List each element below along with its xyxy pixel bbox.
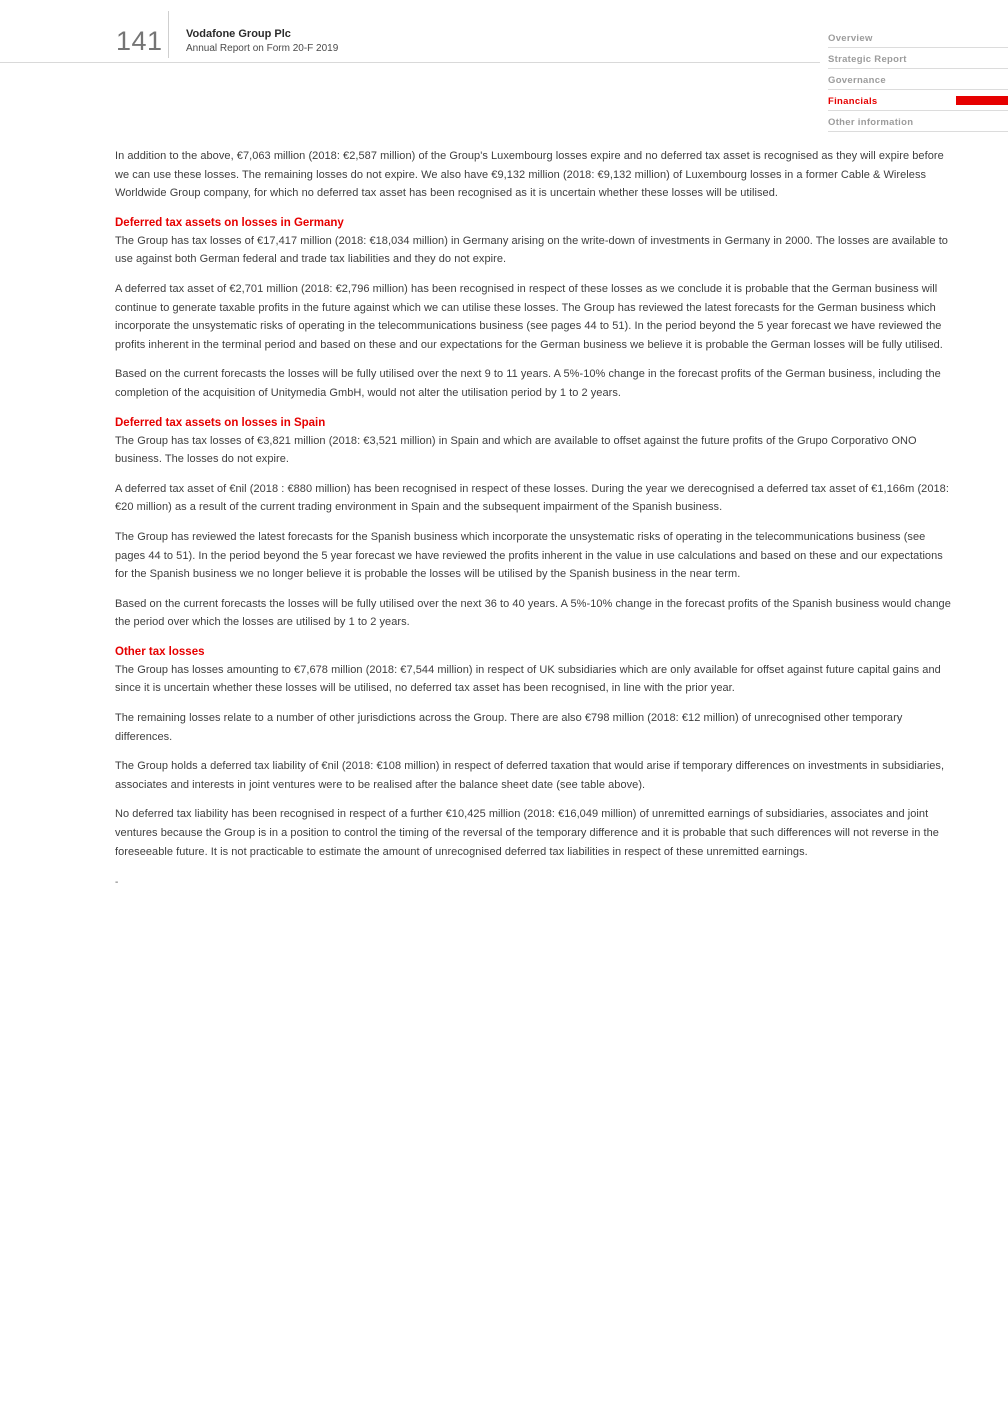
section-nav [828, 27, 1008, 132]
paragraph: The remaining losses relate to a number of other jurisdictions across the Group. There are also €798 million (2018: €12 million) of unrecognised other temporary differences. [115, 712, 903, 743]
section-heading-other-tax-losses: Other tax losses [115, 645, 205, 658]
paragraph: Based on the current forecasts the losses will be fully utilised over the next 9 to 11 years. A 5%-10% change in the forecast profits of the German business, including the completion of the acquisition of Unitymedia GmbH, would not alter the utilisation period by 1 to 2 years. [115, 368, 941, 399]
nav-item-label: Financials [828, 96, 878, 107]
paragraph: A deferred tax asset of €nil (2018 : €880 million) has been recognised in respect of these losses. During the year we derecognised a deferred tax asset of €1,166m (2018: €20 million) as a result of the current trading environment in Spain and the subsequent impairment of the Spanish business. [115, 482, 949, 514]
paragraph: The Group has tax losses of €3,821 million (2018: €3,521 million) in Spain and which are available to offset against the future profits of the Grupo Corporativo ONO business. The losses do not expire. [115, 434, 917, 466]
paragraph: The Group has reviewed the latest forecasts for the Spanish business which incorporate the unsystematic risks of operating in the telecommunications business (see pages 44 to 51). In the period beyond the 5 year forecast we have reviewed the profits inherent in the value in use calculations and based on these and our expectations for the Spanish business we no longer believe it is probable the losses will be utilised by the Spanish business in the near term. [115, 530, 943, 581]
page-number: 141 [116, 26, 163, 56]
nav-item-strategic-report[interactable] [828, 48, 1008, 69]
footnote-dash: - [115, 877, 119, 889]
company-name: Vodafone Group Plc [186, 28, 291, 40]
nav-item-governance[interactable] [828, 69, 1008, 90]
paragraph: The Group has losses amounting to €7,678 million (2018: €7,544 million) in respect of UK subsidiaries which are only available for offset against future capital gains and since it is uncertain whether these losses will be utilised, no deferred tax asset has been recognised, in line with the prior year. [115, 663, 941, 695]
header-divider [168, 11, 169, 58]
paragraph: A deferred tax asset of €2,701 million (2018: €2,796 million) has been recognised in respect of these losses as we conclude it is probable that the German business will continue to generate taxable profits in the future against which we can utilise these losses. The Group has reviewed the latest forecasts for the German business which incorporate the unsystematic risks of operating in the telecommunications business (see pages 44 to 51). In the period beyond the 5 year forecast we have reviewed the profits inherent in the terminal period and based on these and our expectations for the German business we believe it is probable the German losses will be fully utilised. [115, 282, 943, 351]
nav-item-label: Other information [828, 117, 914, 128]
report-title: Annual Report on Form 20-F 2019 [186, 43, 339, 54]
document-content [115, 147, 955, 888]
paragraph: No deferred tax liability has been recognised in respect of a further €10,425 million (2018: €16,049 million) of unremitted earnings of subsidiaries, associates and joint ventures because the Group is in a position to control the timing of the reversal of the temporary difference and it is probable that such differences will not reverse in the foreseeable future. It is not practicable to estimate the amount of unrecognised deferred tax liabilities in respect of these unremitted earnings. [115, 808, 939, 858]
paragraph: The Group holds a deferred tax liability of €nil (2018: €108 million) in respect of deferred taxation that would arise if temporary differences on investments in subsidiaries, associates and interests in joint ventures were to be realised after the balance sheet date (see table above). [115, 760, 945, 791]
paragraph: Based on the current forecasts the losses will be fully utilised over the next 36 to 40 years. A 5%-10% change in the forecast profits of the Spanish business would change the period over which the losses are utilised by 1 to 2 years. [115, 597, 951, 629]
nav-item-label: Strategic Report [828, 54, 907, 65]
intro-paragraph: In addition to the above, €7,063 million (2018: €2,587 million) of the Group's Luxembourg losses expire and no deferred tax asset is recognised as they will expire before we can use these losses. The remaining losses do not expire. We also have €9,132 million (2018: €9,132 million) of Luxembourg losses in a former Cable & Wireless Worldwide Group company, for which no deferred tax asset has been recognised as it is uncertain whether these losses will be utilised. [115, 150, 944, 200]
nav-item-overview[interactable] [828, 27, 1008, 48]
section-heading-spain: Deferred tax assets on losses in Spain [115, 416, 326, 429]
header-rule [0, 62, 820, 63]
nav-item-label: Overview [828, 33, 873, 44]
company-block [186, 28, 338, 54]
paragraph: The Group has tax losses of €17,417 million (2018: €18,034 million) in Germany arising on the write-down of investments in Germany in 2000. The losses are available to use against both German federal and trade tax liabilities and they do not expire. [115, 234, 948, 266]
financials-active-marker [956, 96, 1008, 105]
section-heading-germany: Deferred tax assets on losses in Germany [115, 216, 344, 229]
nav-item-financials[interactable] [828, 90, 1008, 111]
nav-item-label: Governance [828, 75, 886, 86]
nav-item-other-information[interactable] [828, 111, 1008, 132]
